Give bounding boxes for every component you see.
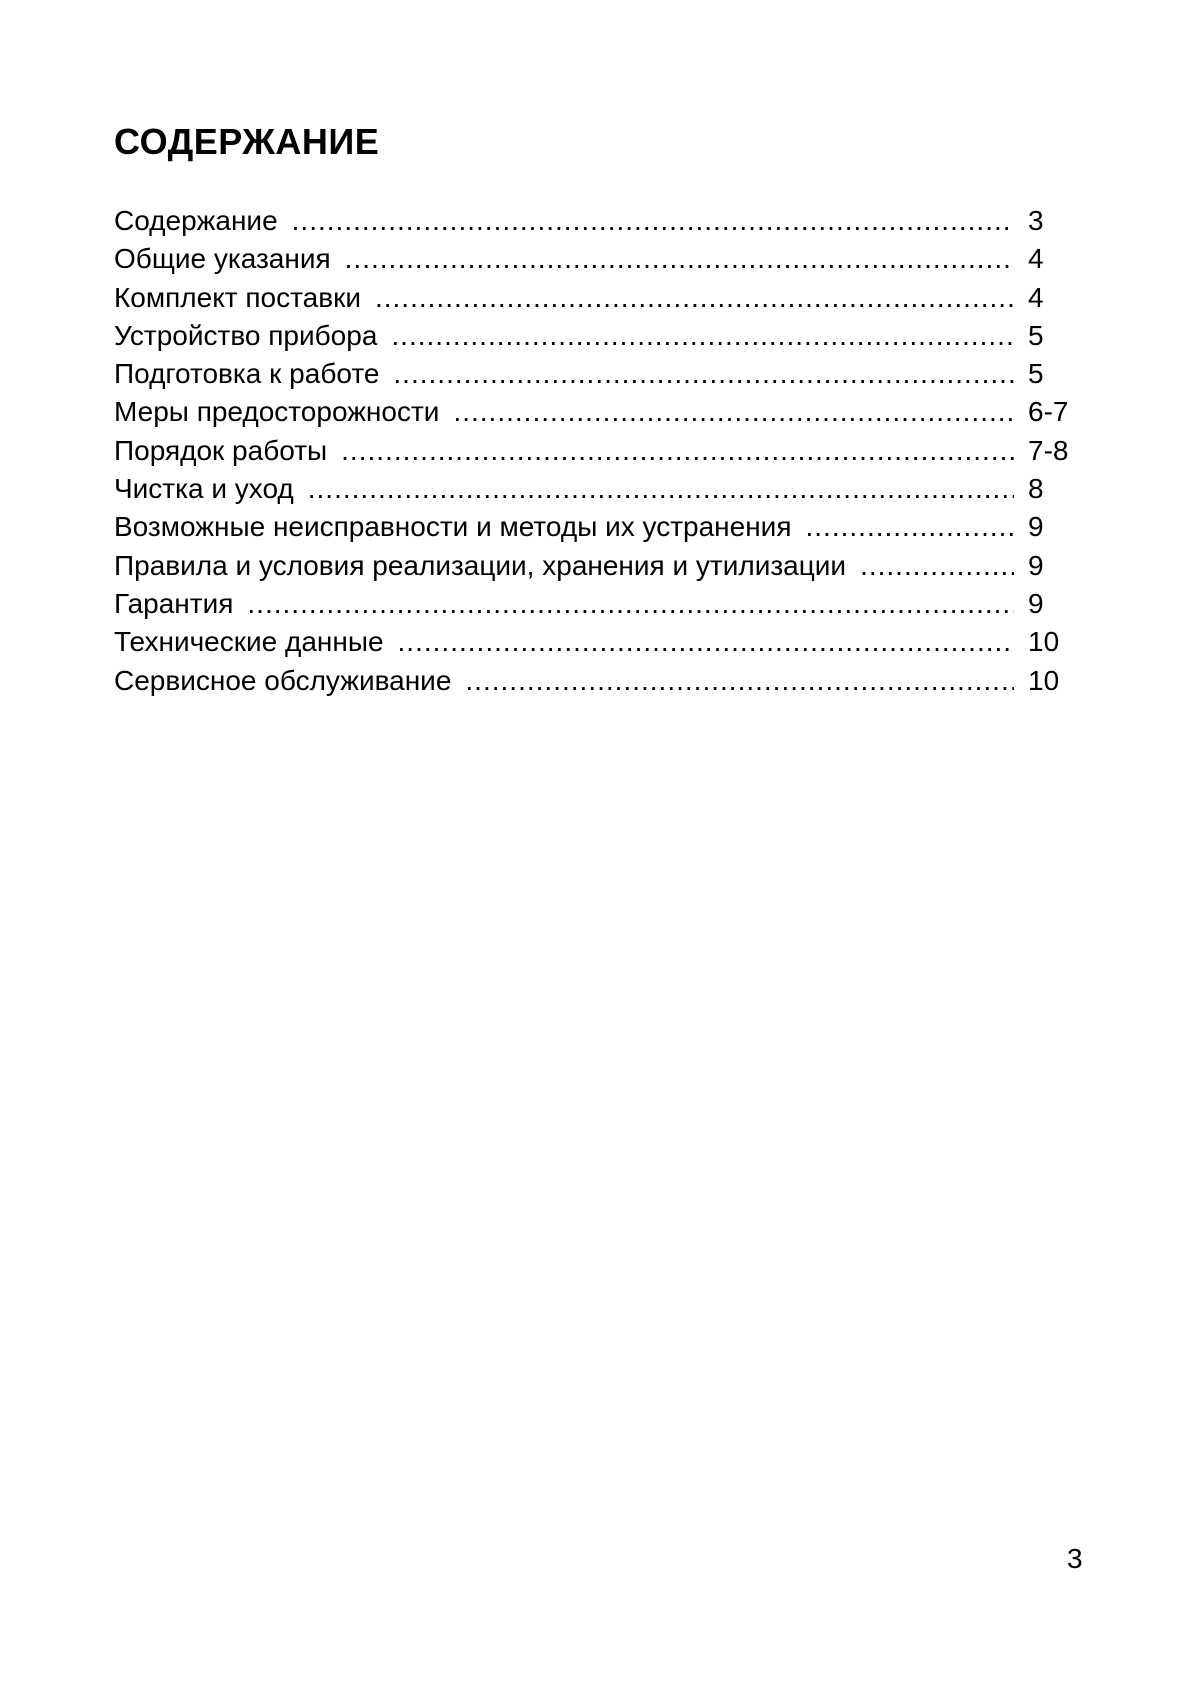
toc-entry-page: 9 bbox=[1028, 549, 1044, 581]
toc-dot-leader bbox=[453, 393, 1014, 431]
toc-entry-label: Чистка и уход bbox=[114, 473, 294, 505]
toc-entry-label: Общие указания bbox=[114, 243, 331, 275]
toc-dot-leader bbox=[465, 662, 1014, 700]
toc-dot-leader bbox=[341, 432, 1014, 470]
toc-entry-label: Содержание bbox=[114, 205, 278, 236]
table-of-contents bbox=[114, 202, 1084, 700]
toc-dot-leader bbox=[247, 585, 1014, 623]
toc-dot-leader bbox=[375, 279, 1014, 317]
toc-entry-label: Меры предосторожности bbox=[114, 396, 440, 428]
toc-entry-precautions bbox=[114, 393, 1084, 431]
toc-dot-leader bbox=[292, 202, 1014, 240]
toc-dot-leader bbox=[308, 470, 1014, 508]
toc-entry-page: 5 bbox=[1028, 358, 1044, 390]
toc-entry-label: Устройство прибора bbox=[114, 319, 378, 351]
toc-entry-cleaning bbox=[114, 470, 1084, 508]
toc-entry-delivery-set bbox=[114, 279, 1084, 317]
toc-entry-technical-data bbox=[114, 623, 1084, 661]
toc-dot-leader bbox=[393, 355, 1014, 393]
toc-entry-general-instructions bbox=[114, 240, 1084, 278]
toc-entry-sale-storage-disposal bbox=[114, 547, 1084, 585]
toc-entry-troubleshooting bbox=[114, 508, 1084, 546]
toc-entry-page: 9 bbox=[1028, 587, 1044, 619]
toc-entry-label: Сервисное обслуживание bbox=[114, 664, 452, 696]
toc-entry-page: 9 bbox=[1028, 511, 1044, 543]
page-title: СОДЕРЖАНИЕ bbox=[114, 121, 380, 162]
toc-entry-label: Технические данные bbox=[114, 626, 384, 658]
toc-entry-device-design bbox=[114, 317, 1084, 355]
toc-dot-leader bbox=[398, 623, 1014, 661]
toc-dot-leader bbox=[860, 547, 1014, 585]
toc-entry-label: Правила и условия реализации, хранения и утилизации bbox=[114, 549, 847, 581]
toc-entry-page: 3 bbox=[1028, 205, 1044, 236]
toc-dot-leader bbox=[391, 317, 1014, 355]
toc-entry-page: 7-8 bbox=[1028, 434, 1069, 466]
toc-entry-label: Порядок работы bbox=[114, 434, 328, 466]
toc-dot-leader bbox=[345, 240, 1014, 278]
toc-entry-label: Гарантия bbox=[114, 587, 234, 619]
toc-entry-warranty bbox=[114, 585, 1084, 623]
toc-dot-leader bbox=[805, 508, 1014, 546]
toc-entry-service bbox=[114, 662, 1084, 700]
toc-entry-general bbox=[114, 202, 1084, 240]
toc-entry-page: 4 bbox=[1028, 281, 1044, 313]
toc-entry-preparation bbox=[114, 355, 1084, 393]
toc-entry-page: 5 bbox=[1028, 319, 1044, 351]
toc-entry-label: Возможные неисправности и методы их устранения bbox=[114, 511, 792, 543]
toc-entry-label: Подготовка к работе bbox=[114, 358, 380, 390]
toc-entry-page: 4 bbox=[1028, 243, 1044, 275]
toc-entry-label: Комплект поставки bbox=[114, 281, 361, 313]
page-number: 3 bbox=[1067, 1543, 1083, 1574]
toc-entry-operation bbox=[114, 432, 1084, 470]
toc-entry-page: 6-7 bbox=[1028, 396, 1069, 428]
toc-entry-page: 8 bbox=[1028, 473, 1044, 505]
toc-entry-page: 10 bbox=[1028, 664, 1060, 696]
toc-entry-page: 10 bbox=[1028, 626, 1060, 658]
